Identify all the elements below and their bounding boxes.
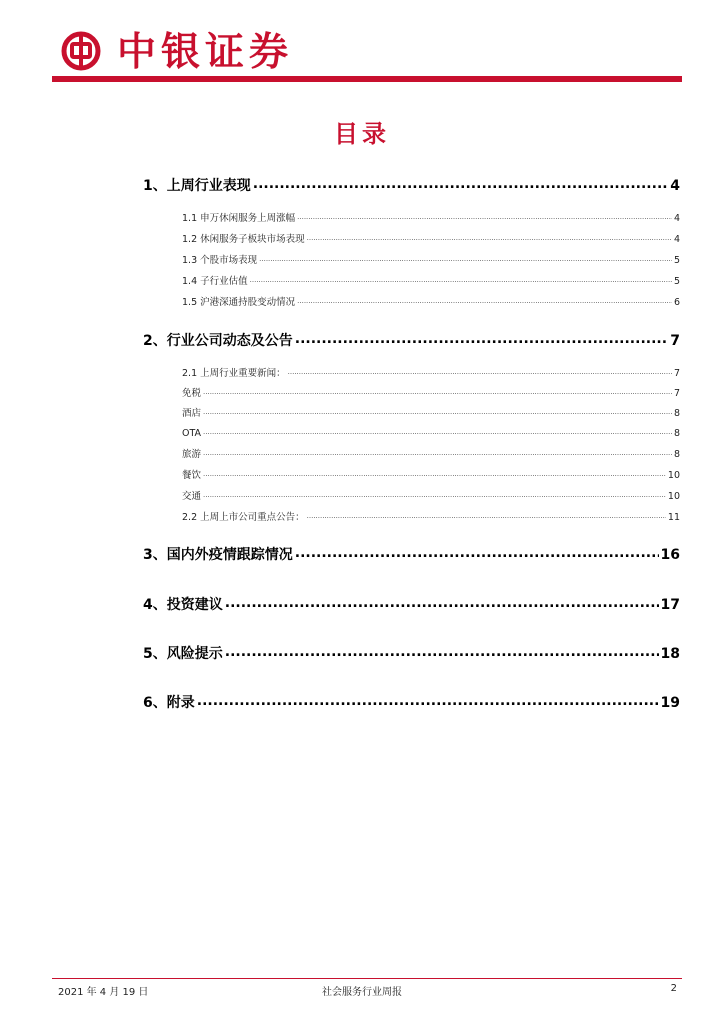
- toc-entry-page: 8: [673, 408, 680, 419]
- toc-leader-dots: [197, 693, 659, 707]
- toc-entry[interactable]: [182, 446, 680, 460]
- toc-entry-page: 7: [670, 333, 680, 349]
- toc-entry-page: 7: [673, 388, 680, 399]
- footer-divider: [52, 978, 682, 979]
- toc-entry-label: 2.2 上周上市公司重点公告：: [182, 512, 305, 523]
- toc-leader-dots: [297, 296, 672, 306]
- toc-entry-label: 1、上周行业表现: [143, 178, 251, 194]
- header-divider: [52, 76, 682, 82]
- toc-entry-label: 6、附录: [143, 695, 195, 711]
- toc-entry-page: 4: [673, 234, 680, 245]
- toc-entry[interactable]: [143, 330, 680, 350]
- toc-leader-dots: [203, 448, 672, 458]
- toc-leader-dots: [203, 490, 666, 500]
- toc-entry[interactable]: [143, 692, 680, 712]
- toc-entry-label: 餐饮: [182, 470, 202, 481]
- toc-entry-page: 4: [673, 213, 680, 224]
- toc-entry-label: 5、风险提示: [143, 646, 223, 662]
- toc-entry-page: 17: [660, 597, 680, 613]
- toc-leader-dots: [250, 275, 672, 285]
- toc-entry-page: 5: [673, 276, 680, 287]
- toc-entry-label: 1.5 沪港深通持股变动情况: [182, 297, 296, 308]
- toc-leader-dots: [307, 511, 666, 521]
- toc-entry-label: 旅游: [182, 449, 202, 460]
- toc-entry-label: 1.1 申万休闲服务上周涨幅: [182, 213, 296, 224]
- toc-leader-dots: [203, 407, 672, 417]
- toc-entry-label: 1.4 子行业估值: [182, 276, 248, 287]
- toc-leader-dots: [203, 426, 672, 436]
- toc-entry-label: 交通: [182, 491, 202, 502]
- toc-entry[interactable]: [182, 405, 680, 419]
- toc-entry[interactable]: [143, 175, 680, 195]
- footer-date: 2021 年 4 月 19 日: [58, 987, 149, 998]
- toc-entry-page: 4: [670, 178, 680, 194]
- toc-leader-dots: [259, 254, 672, 264]
- toc-leader-dots: [297, 212, 672, 222]
- footer-report-name: 社会服务行业周报: [322, 987, 402, 998]
- bank-of-china-logo-icon: [61, 31, 101, 71]
- brand-name: 中银证券: [117, 29, 294, 75]
- toc-entry[interactable]: [182, 294, 680, 308]
- toc-leader-dots: [295, 545, 659, 559]
- toc-entry[interactable]: [182, 365, 680, 379]
- toc-entry-label: 2.1 上周行业重要新闻：: [182, 368, 286, 379]
- toc-leader-dots: [225, 595, 659, 609]
- toc-entry-page: 19: [660, 695, 680, 711]
- toc-entry[interactable]: [143, 643, 680, 663]
- toc-entry[interactable]: [182, 252, 680, 266]
- toc-title: 目录: [334, 119, 390, 148]
- toc-leader-dots: [253, 176, 669, 190]
- toc-leader-dots: [295, 331, 669, 345]
- toc-entry-label: 免税: [182, 388, 202, 399]
- toc-entry[interactable]: [182, 273, 680, 287]
- toc-entry-page: 6: [673, 297, 680, 308]
- page-header: [0, 0, 724, 84]
- toc-entry[interactable]: [182, 231, 680, 245]
- toc-entry-page: 7: [673, 368, 680, 379]
- toc-entry[interactable]: [182, 385, 680, 399]
- toc-entry[interactable]: [182, 467, 680, 481]
- toc-entry[interactable]: [182, 488, 680, 502]
- toc-entry-label: OTA: [182, 427, 202, 439]
- toc-entry-page: 8: [673, 449, 680, 460]
- toc-entry-page: 5: [673, 255, 680, 266]
- toc-entry-label: 1.2 休闲服务子板块市场表现: [182, 234, 305, 245]
- toc-entry-page: 10: [667, 491, 680, 502]
- toc-entry[interactable]: [182, 426, 680, 439]
- toc-leader-dots: [307, 233, 672, 243]
- toc-entry[interactable]: [143, 594, 680, 614]
- toc-leader-dots: [203, 387, 672, 397]
- toc-entry-label: 1.3 个股市场表现: [182, 255, 258, 266]
- toc-entry-page: 18: [660, 646, 680, 662]
- toc-entry-page: 16: [660, 547, 680, 563]
- toc-entry-page: 8: [673, 427, 680, 439]
- toc-entry-page: 11: [667, 512, 680, 523]
- toc-leader-dots: [225, 644, 659, 658]
- toc-entry-page: 10: [667, 470, 680, 481]
- toc-entry-label: 3、国内外疫情跟踪情况: [143, 547, 293, 563]
- toc-leader-dots: [203, 469, 666, 479]
- toc-entry[interactable]: [182, 509, 680, 523]
- toc-entry[interactable]: [143, 544, 680, 564]
- toc-entry-label: 酒店: [182, 408, 202, 419]
- toc-entry[interactable]: [182, 210, 680, 224]
- toc-leader-dots: [288, 367, 672, 377]
- toc-entry-label: 4、投资建议: [143, 597, 223, 613]
- footer-page-number: 2: [670, 983, 677, 994]
- toc-entry-label: 2、行业公司动态及公告: [143, 333, 293, 349]
